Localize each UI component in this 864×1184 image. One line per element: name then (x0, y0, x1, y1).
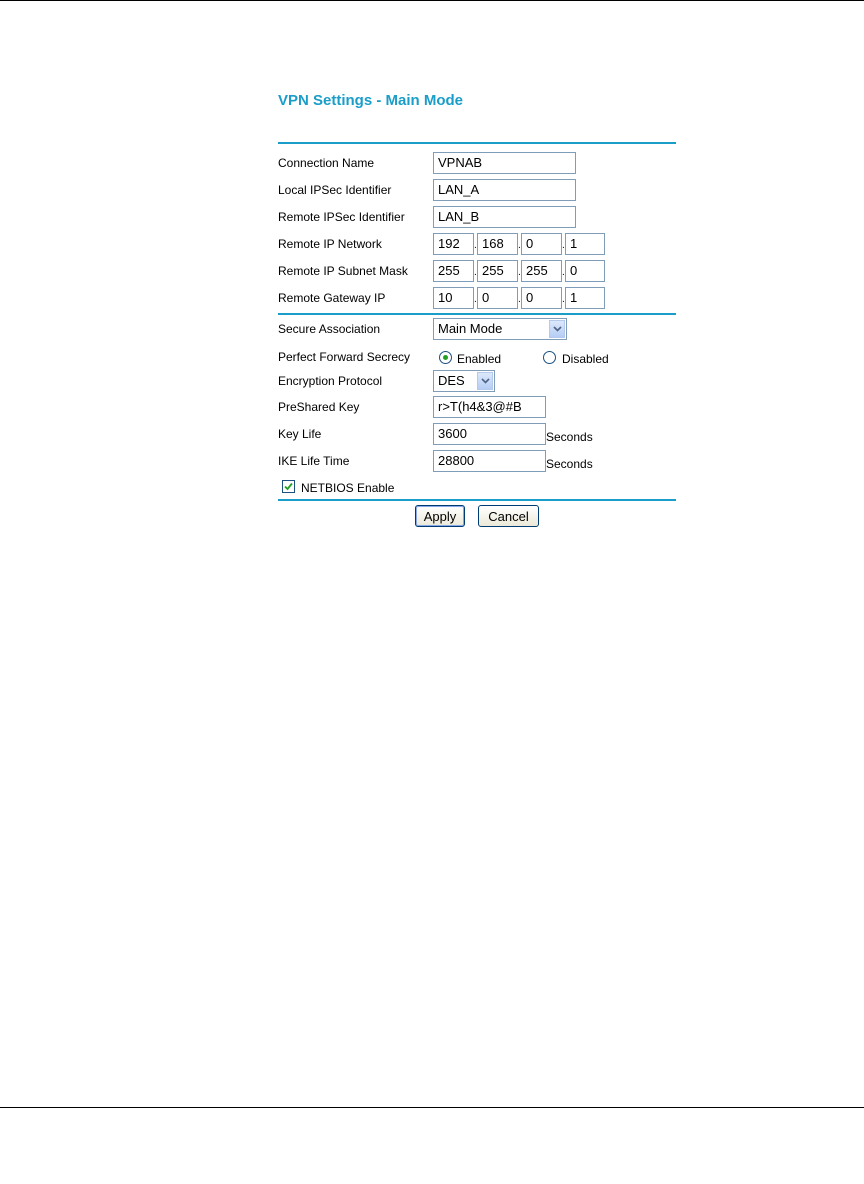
remote-gateway-octet-4[interactable]: 1 (565, 287, 605, 309)
pfs-disabled-label: Disabled (562, 352, 609, 366)
octet-separator: . (562, 294, 565, 305)
octet-separator: . (518, 294, 521, 305)
remote-gateway-octet-3[interactable]: 0 (521, 287, 562, 309)
connection-name-input[interactable]: VPNAB (433, 152, 576, 174)
preshared-key-input[interactable]: r>T(h4&3@#B (433, 396, 546, 418)
octet-separator: . (518, 267, 521, 278)
remote-ip-network-octet-3[interactable]: 0 (521, 233, 562, 255)
key-life-unit: Seconds (546, 430, 593, 444)
local-ipsec-identifier-input[interactable]: LAN_A (433, 179, 576, 201)
octet-separator: . (474, 267, 477, 278)
secure-association-selected: Main Mode (438, 321, 503, 336)
chevron-down-icon[interactable] (477, 372, 493, 390)
secure-association-select[interactable] (433, 318, 567, 340)
ike-life-time-unit: Seconds (546, 457, 593, 471)
section-divider-middle (278, 313, 676, 315)
pfs-enabled-label: Enabled (457, 352, 502, 366)
remote-subnet-octet-3[interactable]: 255 (521, 260, 562, 282)
netbios-label: NETBIOS Enable (301, 481, 395, 495)
netbios-checkbox[interactable] (282, 480, 295, 493)
key-life-label: Key Life (278, 427, 322, 441)
apply-button[interactable]: Apply (415, 505, 465, 527)
remote-subnet-octet-2[interactable]: 255 (477, 260, 518, 282)
remote-gateway-octet-1[interactable]: 10 (433, 287, 474, 309)
page-title: VPN Settings - Main Mode (278, 92, 464, 109)
octet-separator: . (562, 267, 565, 278)
section-divider-top (278, 142, 676, 144)
check-icon (284, 482, 293, 491)
cancel-button[interactable]: Cancel (478, 505, 539, 527)
pfs-enabled-radio[interactable] (439, 351, 452, 364)
preshared-key-label: PreShared Key (278, 400, 360, 414)
local-ipsec-identifier-label: Local IPSec Identifier (278, 183, 392, 197)
section-divider-bottom (278, 499, 676, 501)
remote-ip-network-octet-1[interactable]: 192 (433, 233, 474, 255)
pfs-disabled-radio[interactable] (543, 351, 556, 364)
encryption-protocol-select[interactable] (433, 370, 495, 392)
ike-life-time-input[interactable]: 28800 (433, 450, 546, 472)
remote-subnet-octet-1[interactable]: 255 (433, 260, 474, 282)
ike-life-time-label: IKE Life Time (278, 454, 350, 468)
chevron-down-icon[interactable] (549, 320, 565, 338)
octet-separator: . (518, 240, 521, 251)
remote-ip-network-octet-2[interactable]: 168 (477, 233, 518, 255)
remote-ip-subnet-mask-label: Remote IP Subnet Mask (278, 264, 408, 278)
remote-gateway-octet-2[interactable]: 0 (477, 287, 518, 309)
secure-association-label: Secure Association (278, 322, 381, 336)
remote-ip-network-label: Remote IP Network (278, 237, 382, 251)
remote-gateway-ip-label: Remote Gateway IP (278, 291, 386, 305)
page-bottom-rule (0, 1107, 864, 1108)
encryption-protocol-label: Encryption Protocol (278, 374, 383, 388)
key-life-input[interactable]: 3600 (433, 423, 546, 445)
remote-ipsec-identifier-label: Remote IPSec Identifier (278, 210, 405, 224)
octet-separator: . (474, 240, 477, 251)
perfect-forward-secrecy-label: Perfect Forward Secrecy (278, 350, 411, 364)
encryption-protocol-selected: DES (438, 373, 465, 388)
remote-subnet-octet-4[interactable]: 0 (565, 260, 605, 282)
remote-ip-network-octet-4[interactable]: 1 (565, 233, 605, 255)
remote-ipsec-identifier-input[interactable]: LAN_B (433, 206, 576, 228)
connection-name-label: Connection Name (278, 156, 375, 170)
octet-separator: . (562, 240, 565, 251)
page-top-rule (0, 0, 864, 1)
octet-separator: . (474, 294, 477, 305)
